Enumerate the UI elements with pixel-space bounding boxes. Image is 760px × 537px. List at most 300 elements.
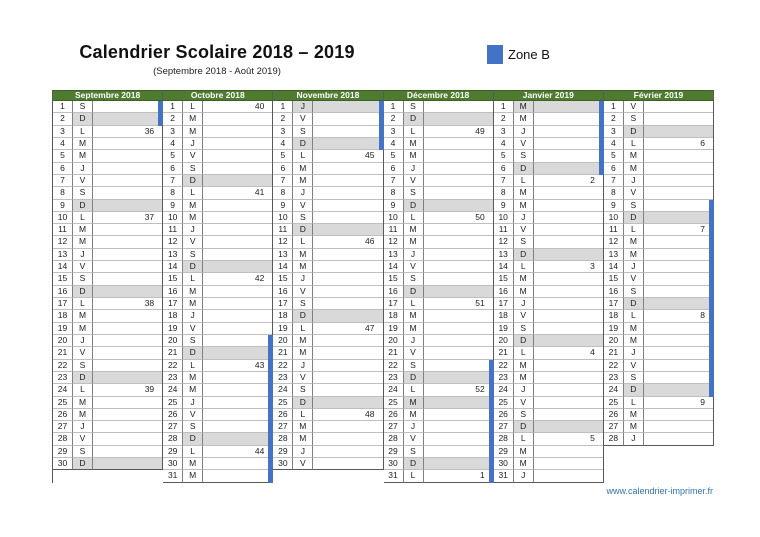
day-number: 15 <box>163 273 183 285</box>
day-main-cell <box>534 323 603 335</box>
vacation-bar <box>268 458 273 470</box>
day-letter: D <box>293 310 313 322</box>
day-main-cell <box>644 409 713 421</box>
day-number: 7 <box>163 175 183 187</box>
day-number: 18 <box>494 310 514 322</box>
day-row <box>604 372 713 384</box>
day-letter: S <box>404 101 424 113</box>
vacation-bar <box>709 298 714 310</box>
day-number: 22 <box>273 360 293 372</box>
day-number: 18 <box>163 310 183 322</box>
day-main-cell <box>203 446 272 458</box>
day-main-cell <box>203 323 272 335</box>
day-row <box>384 187 493 199</box>
day-number: 14 <box>384 261 404 273</box>
day-number: 29 <box>384 446 404 458</box>
day-number: 4 <box>384 138 404 150</box>
day-letter: L <box>404 470 424 482</box>
day-letter: V <box>404 347 424 359</box>
day-number: 27 <box>53 421 73 433</box>
day-main-cell <box>203 273 272 285</box>
day-letter: L <box>293 409 313 421</box>
day-main-cell <box>534 421 603 433</box>
day-letter: M <box>514 101 534 113</box>
day-number: 30 <box>163 458 183 470</box>
day-number: 14 <box>604 261 624 273</box>
vacation-bar <box>379 126 384 138</box>
day-main-cell <box>203 421 272 433</box>
week-number: 45 <box>365 150 375 161</box>
day-row <box>384 397 493 409</box>
day-main-cell <box>424 273 493 285</box>
day-letter: D <box>404 372 424 384</box>
day-letter: D <box>73 200 93 212</box>
day-main-cell <box>313 458 382 470</box>
day-row <box>163 286 272 298</box>
day-letter: J <box>514 470 534 482</box>
day-number: 3 <box>384 126 404 138</box>
day-main-cell <box>313 286 382 298</box>
day-letter: M <box>404 224 424 236</box>
day-letter: V <box>73 261 93 273</box>
day-main-cell <box>424 286 493 298</box>
day-number: 27 <box>604 421 624 433</box>
day-letter: M <box>183 384 203 396</box>
day-row <box>604 421 713 433</box>
day-letter: J <box>624 347 644 359</box>
day-letter: S <box>404 273 424 285</box>
day-main-cell <box>534 200 603 212</box>
day-row <box>604 150 713 162</box>
vacation-bar <box>379 101 384 113</box>
day-number: 9 <box>163 200 183 212</box>
vacation-bar <box>489 458 494 470</box>
day-row <box>384 150 493 162</box>
title-block <box>52 42 382 77</box>
day-row <box>163 458 272 470</box>
day-row <box>53 138 162 150</box>
day-row <box>604 113 713 125</box>
day-main-cell <box>93 286 162 298</box>
day-main-cell <box>424 360 493 372</box>
day-number: 17 <box>604 298 624 310</box>
day-main-cell <box>313 236 382 248</box>
day-letter: D <box>514 335 534 347</box>
month-header: Février 2019 <box>604 90 713 101</box>
day-row <box>604 286 713 298</box>
day-letter: V <box>73 433 93 445</box>
day-main-cell <box>644 347 713 359</box>
day-letter: L <box>183 187 203 199</box>
day-row <box>53 310 162 322</box>
day-letter: M <box>293 163 313 175</box>
day-main-cell <box>203 187 272 199</box>
day-main-cell <box>313 310 382 322</box>
day-letter: M <box>514 286 534 298</box>
day-row <box>273 200 382 212</box>
day-row <box>384 175 493 187</box>
day-row <box>384 335 493 347</box>
day-number: 28 <box>273 433 293 445</box>
day-number: 22 <box>494 360 514 372</box>
day-number: 30 <box>494 458 514 470</box>
day-main-cell <box>424 323 493 335</box>
day-number: 14 <box>273 261 293 273</box>
day-main-cell <box>313 433 382 445</box>
vacation-bar <box>709 200 714 212</box>
vacation-bar <box>709 212 714 224</box>
day-row <box>604 360 713 372</box>
day-number: 28 <box>163 433 183 445</box>
day-row <box>604 273 713 285</box>
day-letter: J <box>73 163 93 175</box>
day-letter: M <box>293 433 313 445</box>
day-letter: S <box>404 187 424 199</box>
day-letter: M <box>514 446 534 458</box>
day-number: 3 <box>604 126 624 138</box>
day-main-cell <box>93 335 162 347</box>
day-main-cell <box>534 273 603 285</box>
day-main-cell <box>534 101 603 113</box>
day-main-cell <box>93 409 162 421</box>
day-letter: L <box>293 323 313 335</box>
day-main-cell <box>534 360 603 372</box>
day-main-cell <box>424 421 493 433</box>
day-letter: V <box>293 113 313 125</box>
day-number: 1 <box>604 101 624 113</box>
day-row <box>384 409 493 421</box>
day-letter: V <box>624 101 644 113</box>
day-main-cell <box>93 397 162 409</box>
day-row <box>494 187 603 199</box>
vacation-bar <box>268 446 273 458</box>
day-main-cell <box>93 310 162 322</box>
day-main-cell <box>203 261 272 273</box>
day-number: 6 <box>604 163 624 175</box>
day-number: 22 <box>384 360 404 372</box>
day-row <box>163 261 272 273</box>
day-number: 11 <box>384 224 404 236</box>
day-main-cell <box>644 224 713 236</box>
day-number: 5 <box>273 150 293 162</box>
day-main-cell <box>203 224 272 236</box>
day-number: 23 <box>273 372 293 384</box>
day-row <box>163 101 272 113</box>
day-number: 23 <box>494 372 514 384</box>
week-number: 42 <box>254 273 265 284</box>
day-main-cell <box>534 409 603 421</box>
day-main-cell <box>534 175 603 187</box>
day-main-cell <box>424 397 493 409</box>
day-number: 29 <box>53 446 73 458</box>
day-number: 17 <box>53 298 73 310</box>
day-row <box>494 163 603 175</box>
day-main-cell <box>93 138 162 150</box>
day-main-cell <box>424 446 493 458</box>
day-letter: M <box>183 286 203 298</box>
day-main-cell <box>644 384 713 396</box>
day-main-cell <box>93 212 162 224</box>
vacation-bar <box>268 470 273 482</box>
day-main-cell <box>424 433 493 445</box>
day-row <box>384 384 493 396</box>
day-main-cell <box>644 187 713 199</box>
day-letter: J <box>183 310 203 322</box>
week-number: 36 <box>144 125 155 136</box>
day-letter: V <box>293 286 313 298</box>
day-number: 2 <box>384 113 404 125</box>
day-row <box>163 236 272 248</box>
day-main-cell <box>313 224 382 236</box>
month-column <box>163 90 273 483</box>
day-number: 8 <box>273 187 293 199</box>
day-main-cell <box>93 458 162 470</box>
day-letter: S <box>404 446 424 458</box>
day-number: 7 <box>494 175 514 187</box>
day-letter: L <box>73 126 93 138</box>
day-main-cell <box>644 236 713 248</box>
day-number: 20 <box>163 335 183 347</box>
day-number: 15 <box>53 273 73 285</box>
day-number: 20 <box>494 335 514 347</box>
day-main-cell <box>534 236 603 248</box>
day-number: 31 <box>384 470 404 482</box>
day-letter: S <box>183 335 203 347</box>
day-letter: V <box>183 409 203 421</box>
day-number: 6 <box>163 163 183 175</box>
day-main-cell <box>93 175 162 187</box>
vacation-bar <box>489 421 494 433</box>
day-letter: J <box>514 298 534 310</box>
day-row <box>163 335 272 347</box>
day-row <box>494 273 603 285</box>
day-number: 28 <box>384 433 404 445</box>
day-main-cell <box>313 113 382 125</box>
day-row <box>53 397 162 409</box>
day-row <box>53 360 162 372</box>
week-number: 4 <box>590 347 595 358</box>
day-main-cell <box>313 421 382 433</box>
day-letter: L <box>293 236 313 248</box>
day-row <box>273 150 382 162</box>
day-main-cell <box>644 298 713 310</box>
day-letter: D <box>404 458 424 470</box>
day-letter: D <box>404 286 424 298</box>
day-number: 8 <box>604 187 624 199</box>
day-main-cell <box>93 360 162 372</box>
day-row <box>273 249 382 261</box>
vacation-bar <box>709 261 714 273</box>
day-number: 19 <box>53 323 73 335</box>
day-letter: L <box>514 347 534 359</box>
day-main-cell <box>313 409 382 421</box>
day-main-cell <box>313 273 382 285</box>
day-letter: S <box>73 360 93 372</box>
vacation-bar <box>709 273 714 285</box>
day-number: 9 <box>53 200 73 212</box>
day-number: 5 <box>604 150 624 162</box>
day-number: 21 <box>53 347 73 359</box>
day-main-cell <box>534 384 603 396</box>
day-letter: V <box>183 323 203 335</box>
day-number: 6 <box>53 163 73 175</box>
vacation-bar <box>379 138 384 150</box>
page-subtitle: (Septembre 2018 - Août 2019) <box>153 66 281 77</box>
day-letter: L <box>183 273 203 285</box>
day-letter: V <box>404 261 424 273</box>
day-letter: L <box>624 224 644 236</box>
vacation-bar <box>599 138 604 150</box>
day-number: 23 <box>604 372 624 384</box>
day-number: 12 <box>494 236 514 248</box>
day-row <box>273 360 382 372</box>
vacation-bar <box>709 384 714 396</box>
day-letter: M <box>293 249 313 261</box>
day-main-cell <box>644 433 713 445</box>
day-main-cell <box>424 187 493 199</box>
day-letter: L <box>293 150 313 162</box>
day-row <box>163 360 272 372</box>
week-number: 48 <box>365 408 375 419</box>
day-letter: M <box>73 323 93 335</box>
day-number: 30 <box>384 458 404 470</box>
day-row <box>494 236 603 248</box>
day-main-cell <box>534 261 603 273</box>
day-row <box>494 446 603 458</box>
day-row <box>384 200 493 212</box>
day-number: 18 <box>53 310 73 322</box>
vacation-bar <box>268 347 273 359</box>
day-letter: L <box>73 212 93 224</box>
vacation-bar <box>599 101 604 113</box>
day-row <box>163 409 272 421</box>
day-row <box>494 360 603 372</box>
day-number: 11 <box>53 224 73 236</box>
day-number: 11 <box>273 224 293 236</box>
day-main-cell <box>203 310 272 322</box>
day-number: 12 <box>163 236 183 248</box>
day-main-cell <box>203 298 272 310</box>
day-row <box>273 298 382 310</box>
day-letter: D <box>514 163 534 175</box>
day-number: 4 <box>494 138 514 150</box>
day-number: 27 <box>273 421 293 433</box>
week-number: 41 <box>254 187 265 198</box>
day-row <box>163 372 272 384</box>
day-number: 24 <box>163 384 183 396</box>
day-row <box>384 458 493 470</box>
day-row <box>494 212 603 224</box>
day-row <box>384 138 493 150</box>
day-row <box>494 138 603 150</box>
day-number: 12 <box>53 236 73 248</box>
day-row <box>494 470 603 482</box>
day-letter: S <box>293 298 313 310</box>
day-number: 10 <box>384 212 404 224</box>
day-number: 5 <box>384 150 404 162</box>
day-letter: S <box>73 187 93 199</box>
day-letter: M <box>183 372 203 384</box>
day-letter: M <box>183 126 203 138</box>
day-main-cell <box>203 286 272 298</box>
day-letter: J <box>73 421 93 433</box>
day-number: 24 <box>53 384 73 396</box>
day-main-cell <box>313 150 382 162</box>
day-row <box>53 187 162 199</box>
day-row <box>273 187 382 199</box>
day-row <box>273 163 382 175</box>
day-number: 7 <box>53 175 73 187</box>
day-number: 18 <box>384 310 404 322</box>
day-main-cell <box>313 101 382 113</box>
day-row <box>273 101 382 113</box>
day-main-cell <box>424 372 493 384</box>
day-number: 22 <box>53 360 73 372</box>
day-number: 17 <box>384 298 404 310</box>
day-number: 12 <box>604 236 624 248</box>
day-main-cell <box>424 298 493 310</box>
day-letter: S <box>514 150 534 162</box>
day-number: 1 <box>163 101 183 113</box>
day-row <box>163 298 272 310</box>
day-letter: D <box>293 224 313 236</box>
day-main-cell <box>424 113 493 125</box>
day-main-cell <box>644 200 713 212</box>
day-number: 19 <box>163 323 183 335</box>
day-main-cell <box>203 360 272 372</box>
day-number: 24 <box>494 384 514 396</box>
day-number: 25 <box>53 397 73 409</box>
vacation-bar <box>489 372 494 384</box>
day-letter: L <box>624 310 644 322</box>
week-number: 7 <box>700 224 706 235</box>
day-letter: S <box>183 163 203 175</box>
day-letter: M <box>404 323 424 335</box>
day-number: 22 <box>163 360 183 372</box>
day-main-cell <box>424 249 493 261</box>
day-letter: L <box>514 175 534 187</box>
day-number: 17 <box>273 298 293 310</box>
day-row <box>273 138 382 150</box>
day-row <box>384 470 493 482</box>
day-number: 16 <box>273 286 293 298</box>
day-letter: J <box>73 249 93 261</box>
day-letter: J <box>183 397 203 409</box>
vacation-bar <box>599 113 604 125</box>
day-main-cell <box>534 286 603 298</box>
day-row <box>53 212 162 224</box>
month-header: Janvier 2019 <box>494 90 603 101</box>
day-row <box>163 126 272 138</box>
day-letter: L <box>624 138 644 150</box>
day-number: 4 <box>163 138 183 150</box>
footer-link[interactable]: www.calendrier-imprimer.fr <box>606 486 713 496</box>
day-letter: V <box>293 458 313 470</box>
vacation-bar <box>268 409 273 421</box>
day-main-cell <box>424 163 493 175</box>
day-row <box>604 261 713 273</box>
day-main-cell <box>313 126 382 138</box>
day-letter: S <box>73 273 93 285</box>
day-number: 26 <box>604 409 624 421</box>
day-letter: J <box>404 163 424 175</box>
day-main-cell <box>644 261 713 273</box>
day-row <box>604 101 713 113</box>
day-main-cell <box>534 470 603 482</box>
week-number: 50 <box>475 211 485 222</box>
day-row <box>53 298 162 310</box>
vacation-bar <box>709 236 714 248</box>
